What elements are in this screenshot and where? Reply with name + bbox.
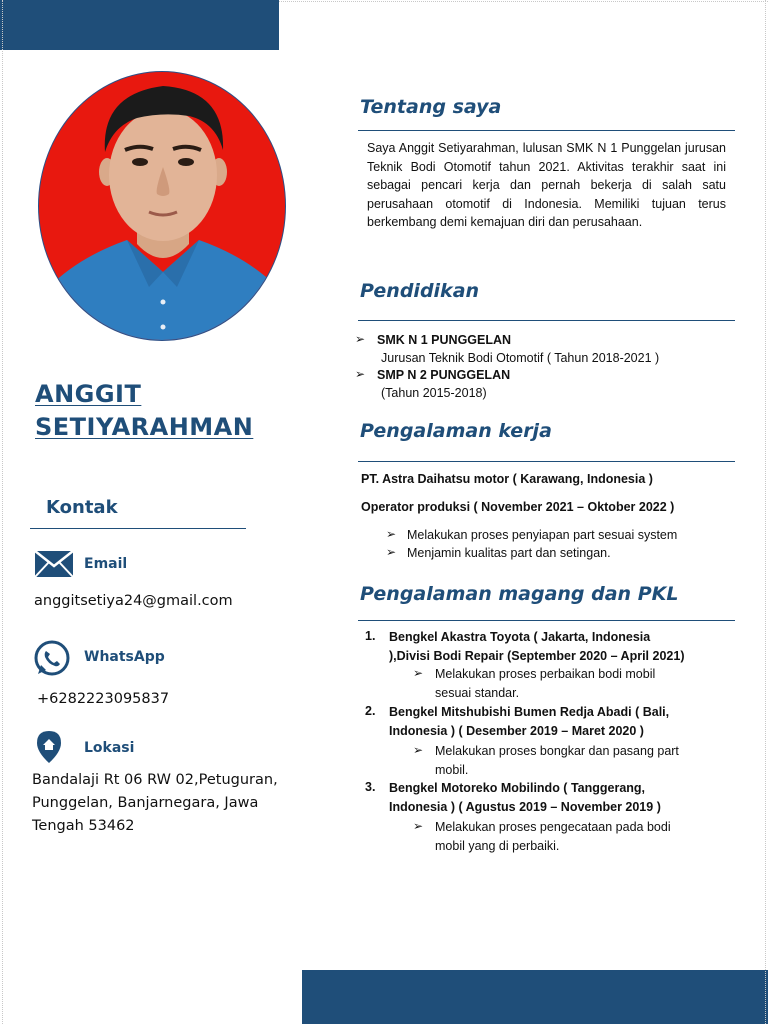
education-heading-underline	[358, 320, 735, 321]
work-duty: Menjamin kualitas part dan setingan.	[407, 546, 611, 560]
about-text: Saya Anggit Setiyarahman, lulusan SMK N 1 Punggelan jurusan Teknik Bodi Otomotif tahun 2021. Aktivitas terakhir saat ini sebagai pencari kerja dan pernah bekerja di salah satu perusahaan otomotif di Indonesia. Memiliki tujuan terus berkembang demi kemajuan diri dan perusahaan.	[367, 141, 726, 229]
education-school: SMK N 1 PUNGGELAN	[377, 333, 512, 347]
internship-number: 2.	[365, 704, 376, 718]
bottom-accent-bar	[302, 970, 768, 1024]
education-school: SMP N 2 PUNGGELAN	[377, 368, 511, 382]
arrow-bullet-icon: ➢	[355, 332, 366, 346]
location-line: Punggelan, Banjarnegara, Jawa	[32, 795, 259, 811]
contact-heading-underline	[30, 528, 246, 529]
whatsapp-label: WhatsApp	[84, 649, 165, 665]
work-heading: Pengalaman kerja	[360, 420, 552, 442]
name-line-1: ANGGIT	[35, 380, 142, 408]
internship-duty: mobil yang di perbaiki.	[435, 839, 560, 853]
page-border-top	[279, 1, 768, 2]
internship-heading-underline	[358, 620, 735, 621]
whatsapp-icon	[33, 640, 71, 683]
internship-number: 3.	[365, 780, 376, 794]
internship-duty: Melakukan proses perbaikan bodi mobil	[435, 667, 656, 681]
internship-title: Bengkel Motoreko Mobilindo ( Tanggerang,	[389, 781, 646, 795]
internship-title: Indonesia ) ( Desember 2019 – Maret 2020 )	[389, 724, 644, 738]
email-value[interactable]: anggitsetiya24@gmail.com	[34, 593, 233, 609]
internship-number: 1.	[365, 629, 376, 643]
internship-duty: sesuai standar.	[435, 686, 520, 700]
location-line: Bandalaji Rt 06 RW 02,Petuguran,	[32, 772, 278, 788]
page-border-right	[765, 0, 766, 1024]
page-border-left	[2, 0, 3, 1024]
internship-title: Bengkel Mitshubishi Bumen Redja Abadi ( Bali,	[389, 705, 670, 719]
email-label: Email	[84, 556, 128, 572]
work-heading-underline	[358, 461, 735, 462]
location-line: Tengah 53462	[32, 818, 135, 834]
location-pin-icon	[36, 730, 62, 769]
internship-title: Indonesia ) ( Agustus 2019 – November 2019 )	[389, 800, 661, 814]
arrow-bullet-icon: ➢	[413, 666, 424, 680]
location-value	[32, 769, 278, 838]
work-duty: Melakukan proses penyiapan part sesuai system	[407, 528, 678, 542]
internship-duty: mobil.	[435, 763, 469, 777]
internship-heading: Pengalaman magang dan PKL	[360, 583, 679, 605]
arrow-bullet-icon: ➢	[386, 527, 397, 541]
education-heading: Pendidikan	[360, 280, 480, 302]
arrow-bullet-icon: ➢	[413, 743, 424, 757]
work-role: Operator produksi ( November 2021 – Oktober 2022 )	[361, 500, 675, 514]
arrow-bullet-icon: ➢	[355, 367, 366, 381]
full-name	[35, 378, 253, 444]
contact-heading: Kontak	[46, 497, 118, 518]
arrow-bullet-icon: ➢	[413, 819, 424, 833]
arrow-bullet-icon: ➢	[386, 545, 397, 559]
name-line-2: SETIYARAHMAN	[35, 413, 254, 441]
internship-title: Bengkel Akastra Toyota ( Jakarta, Indonesia	[389, 630, 651, 644]
profile-photo	[38, 71, 286, 341]
education-detail: Jurusan Teknik Bodi Otomotif ( Tahun 2018-2021 )	[381, 351, 660, 365]
about-heading-underline	[358, 130, 735, 131]
work-company: PT. Astra Daihatsu motor ( Karawang, Indonesia )	[361, 472, 653, 486]
whatsapp-value[interactable]: +6282223095837	[37, 691, 170, 707]
location-label: Lokasi	[84, 740, 135, 756]
internship-title: ),Divisi Bodi Repair (September 2020 – April 2021)	[389, 649, 685, 663]
envelope-icon	[34, 550, 74, 583]
internship-duty: Melakukan proses pengecataan pada bodi	[435, 820, 671, 834]
about-heading: Tentang saya	[360, 96, 502, 118]
education-detail: (Tahun 2015-2018)	[381, 386, 487, 400]
internship-duty: Melakukan proses bongkar dan pasang part	[435, 744, 679, 758]
top-accent-bar	[0, 0, 279, 50]
